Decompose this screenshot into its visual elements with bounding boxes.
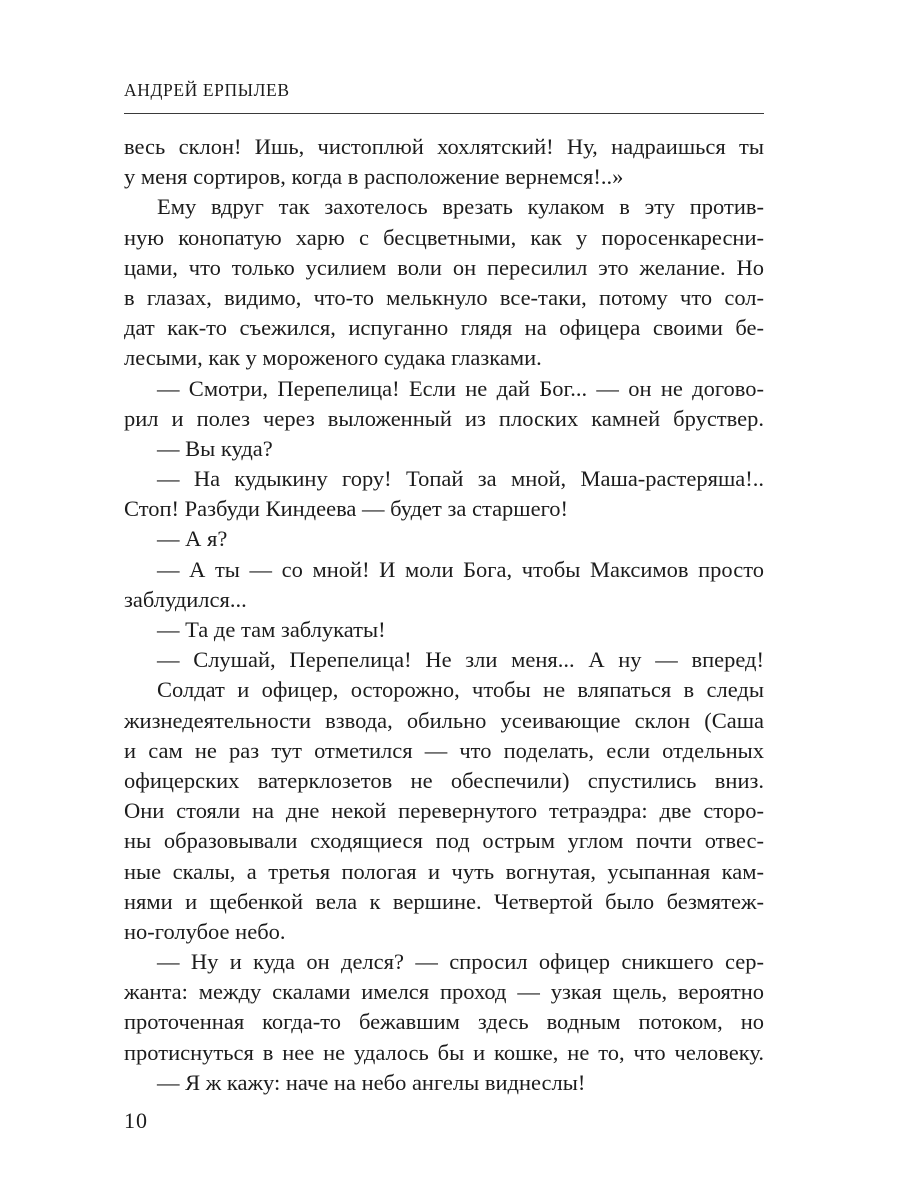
running-head: АНДРЕЙ ЕРПЫЛЕВ [124, 80, 290, 100]
text-line: Солдат и офицер, осторожно, чтобы не вляпаться в следы [157, 677, 764, 703]
text-line: — Я ж кажу: наче на небо ангелы виднеслы! [157, 1069, 586, 1095]
text-line: ны образовывали сходящиеся под острым углом почти отвес- [124, 828, 764, 854]
text-line: — На кудыкину гору! Топай за мной, Маша-растеряша!.. [157, 466, 764, 492]
text-line: протиснуться в нее не удалось бы и кошке, не то, что человеку. [124, 1039, 764, 1065]
text-line: но-голубое небо. [124, 918, 286, 944]
text-line: Ему вдруг так захотелось врезать кулаком в эту против- [157, 194, 764, 220]
text-line: нями и щебенкой вела к вершине. Четвертой было безмятеж- [124, 888, 764, 914]
text-line: — Смотри, Перепелица! Если не дай Бог... — он не догово- [157, 375, 764, 401]
text-line: дат как-то съежился, испуганно глядя на офицера своими бе- [124, 315, 764, 341]
page-number: 10 [124, 1108, 148, 1133]
text-line: заблудился... [124, 586, 247, 612]
text-line: — Та де там заблукаты! [157, 617, 386, 642]
text-line: лесыми, как у мороженого судака глазками. [124, 345, 542, 371]
text-line: жизнедеятельности взвода, обильно усеивающие склон (Саша [124, 707, 764, 733]
text-line: ные скалы, а третья пологая и чуть вогнутая, усыпанная кам- [124, 858, 764, 884]
header-rule [124, 113, 764, 114]
text-line: весь склон! Ишь, чистоплюй хохлятский! Ну, надраишься ты [124, 134, 764, 159]
text-line: в глазах, видимо, что-то мелькнуло все-таки, потому что сол- [124, 284, 764, 310]
text-line: — А я? [157, 526, 228, 552]
text-line: — Вы куда? [157, 435, 273, 461]
body-text [124, 132, 764, 1098]
text-line: проточенная когда-то бежавшим здесь водным потоком, но [124, 1009, 764, 1035]
text-line: жанта: между скалами имелся проход — узкая щель, вероятно [124, 979, 764, 1005]
text-line: и сам не раз тут отметился — что поделать, если отдельных [124, 737, 764, 763]
text-line: — Слушай, Перепелица! Не зли меня... А ну — вперед! [157, 647, 764, 673]
text-line: Стоп! Разбуди Киндеева — будет за старшего! [124, 496, 569, 522]
text-line: ную конопатую харю с бесцветными, как у поросенкаресни- [124, 224, 764, 250]
text-line: у меня сортиров, когда в расположение вернемся!..» [124, 164, 624, 190]
text-line: — Ну и куда он делся? — спросил офицер сникшего сер- [157, 949, 764, 975]
text-line: офицерских ватерклозетов не обеспечили) спустились вниз. [124, 767, 764, 793]
text-line: Они стояли на дне некой перевернутого тетраэдра: две сторо- [124, 798, 764, 824]
text-line: — А ты — со мной! И моли Бога, чтобы Максимов просто [157, 556, 764, 582]
text-line: рил и полез через выложенный из плоских камней бруствер. [124, 405, 764, 431]
text-line: цами, что только усилием воли он пересилил это желание. Но [124, 254, 764, 280]
